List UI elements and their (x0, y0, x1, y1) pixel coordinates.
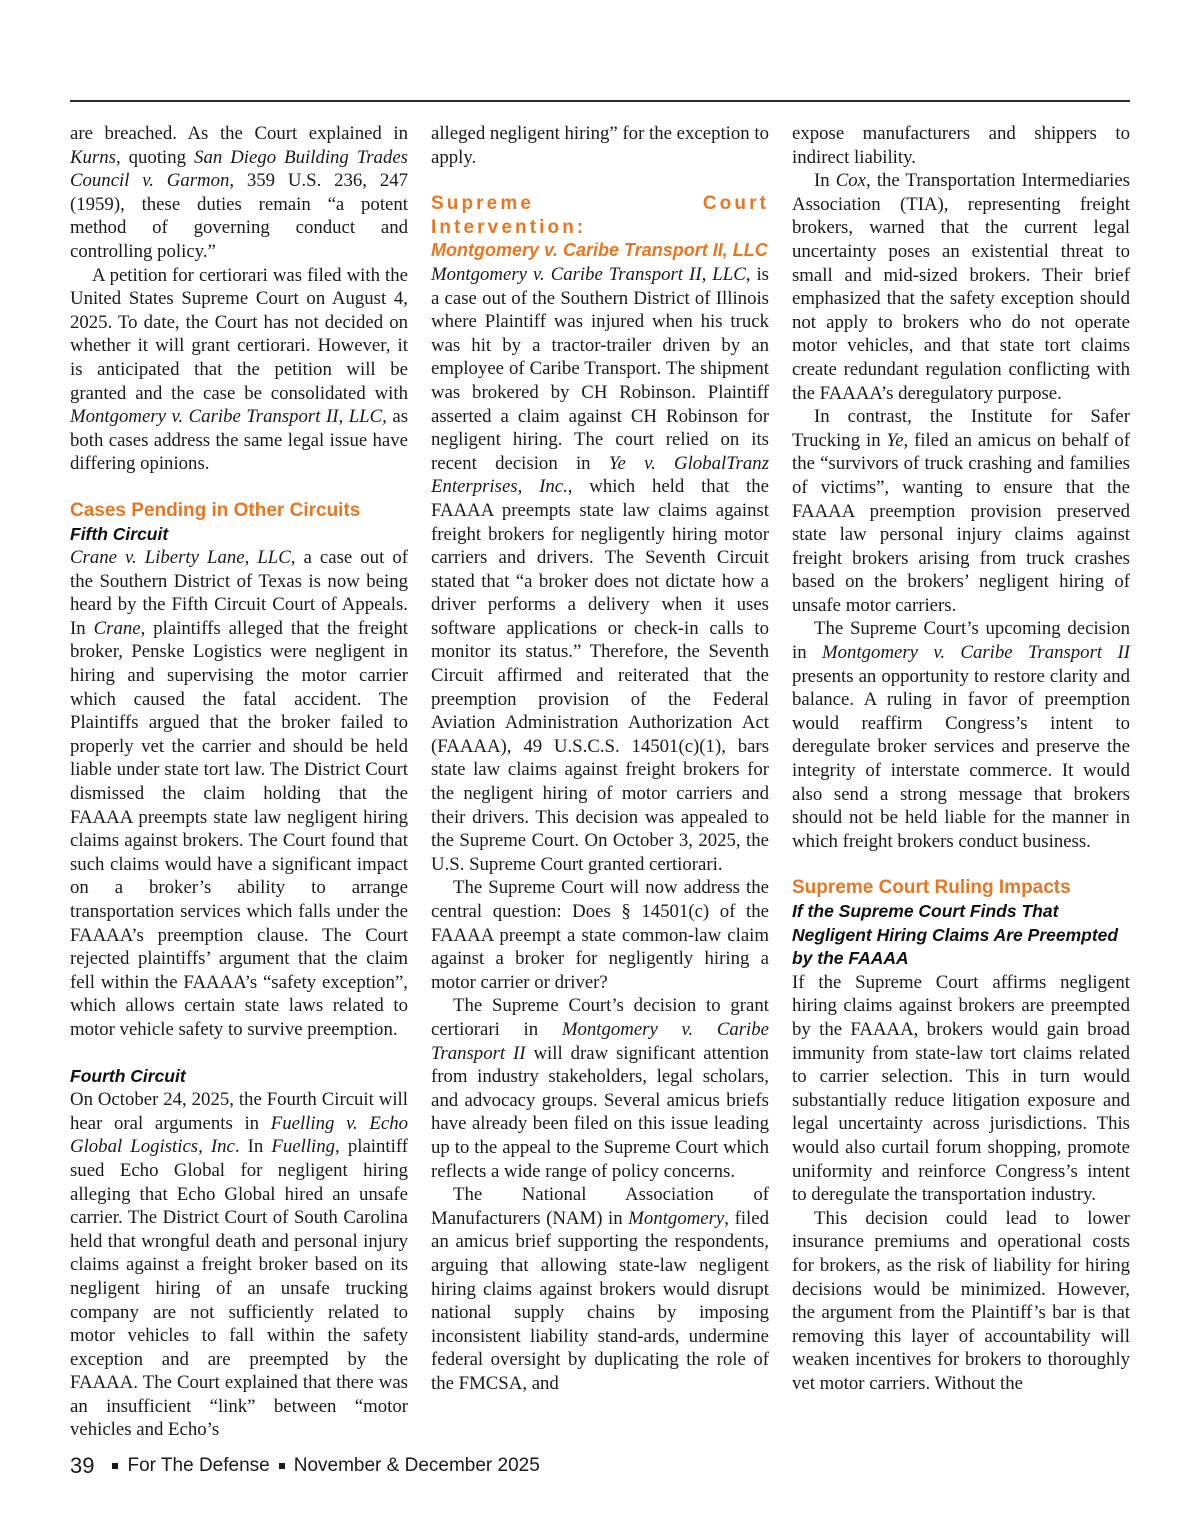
paragraph: On October 24, 2025, the Fourth Circuit will hear oral arguments in Fuelling v. Echo Global Logistics, Inc. In Fuelling, plaintiff sued Echo Global for negligent hiring alleging that Echo Global hired an unsafe carrier. The District Court of South Carolina held that wrongful death and personal injury claims against a freight broker based on its negligent hiring of an unsafe trucking company are not sufficiently related to motor vehicles to fall within the safety exception and are preempted by the FAAAA. The Court explained that there was an insufficient “link” between “motor vehicles and Echo’s (70, 1089, 408, 1441)
column-2 (431, 122, 769, 1395)
header-rule (70, 100, 1130, 102)
section-subheading: Montgomery v. Caribe Transport II, LLC (431, 240, 768, 261)
paragraph: The Supreme Court’s decision to grant certiorari in Montgomery v. Caribe Transport II will draw significant attention from industry stakeholders, legal scholars, and advocacy groups. Several amicus briefs have already been filed on this issue leading up to the appeal to the Supreme Court which reflects a wide range of policy concerns. (431, 995, 769, 1182)
paragraph: Crane v. Liberty Lane, LLC, a case out of the Southern District of Texas is now being heard by the Fifth Circuit Court of Appeals. In Crane, plaintiffs alleged that the freight broker, Penske Logistics were negligent in hiring and supervising the motor carrier which caused the fatal accident. The Plaintiffs argued that the broker failed to properly vet the carrier and should be held liable under state tort law. The District Court dismissed the claim holding that the FAAAA preempts state law negligent hiring claims against brokers. The Court found that such claims would have a significant impact on a broker’s ability to arrange transportation services which falls under the FAAAA’s preemption clause. The Court rejected plaintiffs’ argument that the claim fell within the FAAAA’s “safety exception”, which allows certain state laws related to motor vehicle safety to survive preemption. (70, 547, 408, 1040)
publication-name: For The Defense (127, 1455, 270, 1476)
paragraph: alleged negligent hiring” for the exception to apply. (431, 123, 769, 168)
section-heading: Cases Pending in Other Circuits (70, 499, 361, 521)
paragraph: This decision could lead to lower insurance premiums and operational costs for brokers, as the risk of liability for hiring decisions would be minimized. However, the argument from the Plaintiff’s bar is that removing this layer of accountability will weaken incentives for brokers to thoroughly vet motor carriers. Without the (792, 1207, 1130, 1394)
section-heading: Supreme Court Ruling Impacts (792, 877, 1071, 899)
subsection-heading: Fifth Circuit (70, 523, 169, 544)
issue-date: November & December 2025 (293, 1455, 540, 1476)
paragraph: The Supreme Court’s upcoming decision in Montgomery v. Caribe Transport II presents an opportunity to restore clarity and balance. A ruling in favor of preemption would reaffirm Congress’s intent to deregulate broker services and preserve the integrity of interstate commerce. It would also send a strong message that brokers should not be held liable for the manner in which freight brokers conduct business. (792, 618, 1130, 852)
page-number: 39 (70, 1453, 95, 1478)
section-heading: Supreme Court Intervention: (431, 193, 769, 238)
paragraph: A petition for certiorari was filed with the United States Supreme Court on August 4, 2025. To date, the Court has not decided on whether it will grant certiorari. However, it is anticipated that the petition will be granted and the case be consolidated with Montgomery v. Caribe Transport II, LLC, as both cases address the same legal issue have differing opinions. (70, 264, 408, 475)
paragraph: The Supreme Court will now address the central question: Does § 14501(c) of the FAAAA preempt a state common-law claim against a broker for negligently hiring a motor carrier or driver? (431, 877, 769, 993)
paragraph: are breached. As the Court explained in Kurns, quoting San Diego Building Trades Council v. Garmon, 359 U.S. 236, 247 (1959), these duties remain “a potent method of governing conduct and controlling policy.” (70, 123, 408, 262)
paragraph: In contrast, the Institute for Safer Trucking in Ye, filed an amicus on behalf of the “survivors of truck crashing and families of victims”, wanting to ensure that the FAAAA preemption provision preserved state law personal injury claims against freight brokers arising from truck crashes based on the brokers’ negligent hiring of unsafe motor carriers. (792, 406, 1130, 616)
subsection-heading: If the Supreme Court Finds That Negligent Hiring Claims Are Preempted by the FAAAA (792, 901, 1119, 969)
paragraph: If the Supreme Court affirms negligent hiring claims against brokers are preempted by the FAAAA, brokers would gain broad immunity from state-law tort claims related to carrier selection. This in turn would substantially reduce litigation exposure and legal uncertainty across jurisdictions. This would also curtail forum shopping, promote uniformity and reinforce Congress’s intent to deregulate the transportation industry. (792, 971, 1130, 1206)
paragraph: The National Association of Manufacturers (NAM) in Montgomery, filed an amicus brief supporting the respondents, arguing that allowing state-law negligent hiring claims against brokers would disrupt national supply chains by imposing inconsistent liability stand-ards, undermine federal oversight by duplicating the role of the FMCSA, and (431, 1184, 769, 1394)
page-footer (70, 1453, 540, 1479)
column-1 (70, 122, 408, 1442)
paragraph: Montgomery v. Caribe Transport II, LLC, is a case out of the Southern District of Illinois where Plaintiff was injured when his truck was hit by a tractor-trailer driven by an employee of Caribe Transport. The shipment was brokered by CH Robinson. Plaintiff asserted a claim against CH Robinson for negligent hiring. The court relied on its recent decision in Ye v. GlobalTranz Enterprises, Inc., which held that the FAAAA preempts state law claims against freight brokers for negligently hiring motor carriers and drivers. The Seventh Circuit stated that “a broker does not dictate how a driver performs a delivery when it uses software applications or check-in calls to monitor its status.” Therefore, the Seventh Circuit affirmed and reiterated that the preemption provision of the Federal Aviation Administration Authorization Act (FAAAA), 49 U.S.C.S. 14501(c)(1), bars state law claims against freight brokers for the negligent hiring of motor carriers and their drivers. This decision was appealed to the Supreme Court. On October 3, 2025, the U.S. Supreme Court granted certiorari. (431, 263, 770, 875)
bullet-separator (112, 1463, 118, 1469)
bullet-separator (279, 1463, 285, 1469)
column-3 (792, 122, 1130, 1395)
paragraph: expose manufacturers and shippers to indirect liability. (792, 123, 1130, 168)
paragraph: In Cox, the Transportation Intermediaries Association (TIA), representing freight brokers, warned that the current legal uncertainty poses an existential threat to small and mid-sized brokers. Their brief emphasized that the safety exception should not apply to brokers who do not operate motor vehicles, and that state tort claims create redundant regulation conflicting with the FAAAA’s deregulatory purpose. (792, 170, 1130, 404)
subsection-heading: Fourth Circuit (70, 1065, 186, 1086)
